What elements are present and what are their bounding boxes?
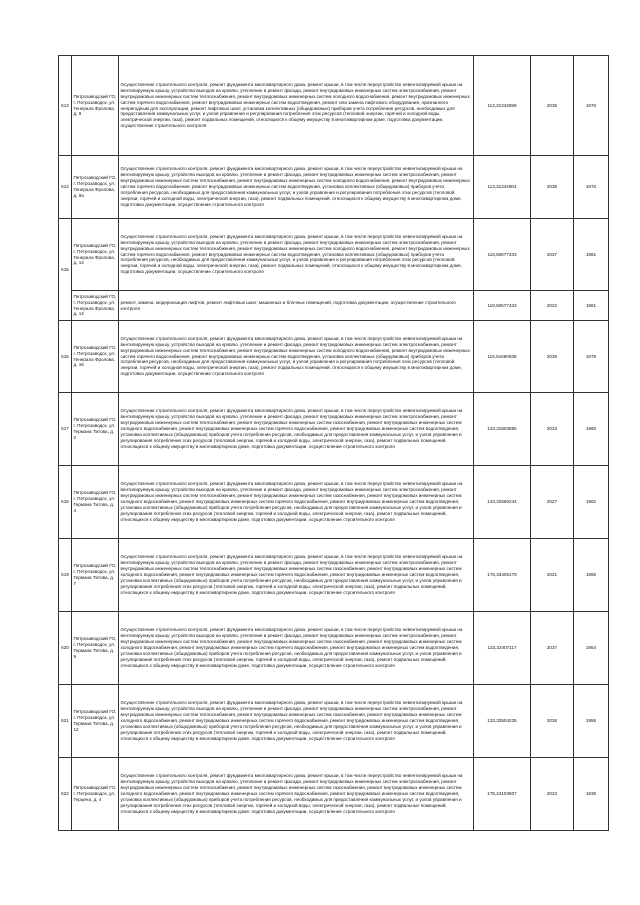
row-cost: 133,33504235 <box>474 685 531 758</box>
row-built-year: 1976 <box>574 56 609 156</box>
row-built-year: 1960 <box>574 393 609 466</box>
row-year: 2021 <box>531 539 574 612</box>
row-built-year: 1954 <box>574 612 609 685</box>
row-number: 621 <box>59 685 72 758</box>
row-built-year: 1981 <box>574 219 609 291</box>
row-number: 619 <box>59 539 72 612</box>
row-cost: 115,51680938 <box>474 321 531 393</box>
row-address: Петрозаводский ГО, г. Петрозаводск, ул. Германа Титова, д. 2 <box>72 393 119 466</box>
row-cost: 133,32560244 <box>474 466 531 539</box>
row-number: 613 <box>59 56 72 156</box>
table-row <box>59 291 609 321</box>
row-works: Осуществление строительного контроля, ремонт фундамента многоквартирного дома, ремонт крыши, в том числе переустройство невентилируемой крыши на вентилируемую крышу, устройство выходов на кровлю, утепление и ремонт фасада, ремонт внутридомовых инженерных систем электроснабжения, ремонт внутридомовых инженерных систем теплоснабжения, ремонт внутридомовых инженерных систем холодного водоснабжения, ремонт внутридомовых инженерных систем горячего водоснабжения, ремонт внутридомовых инженерных систем водоотведения, установка коллективных (общедомовых) приборов учета потребления ресурсов, необходимых для предоставления коммунальных услуг, и узлов управления и регулирования потребления этих ресурсов (тепловой энергии, горячей и холодной воды, электрической энергии, газа), ремонт подвальных помещений, относящихся к общему имуществу в многоквартирном доме, подготовка документации, осуществление строительного контроля <box>119 156 474 219</box>
row-cost: 175,33405179 <box>474 539 531 612</box>
row-works: Осуществление строительного контроля, ремонт фундамента многоквартирного дома, ремонт крыши, в том числе переустройство невентилируемой крыши на вентилируемую крышу, устройство выходов на кровлю, утепление и ремонт фасада, ремонт внутридомовых инженерных систем электроснабжения, ремонт внутридомовых инженерных систем теплоснабжения, ремонт внутридомовых инженерных систем газоснабжения, ремонт внутридомовых инженерных систем холодного водоснабжения, ремонт внутридомовых инженерных систем горячего водоснабжения, ремонт внутридомовых инженерных систем водоотведения, установка коллективных (общедомовых) приборов учета потребления ресурсов, необходимых для предоставления коммунальных услуг, и узлов управления и регулирования потребления этих ресурсов (тепловой энергии, горячей и холодной воды, электрической энергии, газа), ремонт подвальных помещений, относящихся к общему имуществу в многоквартирном доме, подготовка документации, осуществление строительного контроля <box>119 612 474 685</box>
row-built-year: 1962 <box>574 466 609 539</box>
row-number: 620 <box>59 612 72 685</box>
row-cost: 133,31603865 <box>474 393 531 466</box>
capital-repair-table <box>58 55 609 831</box>
row-built-year: 1935 <box>574 758 609 831</box>
row-built-year: 1976 <box>574 156 609 219</box>
row-built-year: 1979 <box>574 321 609 393</box>
row-address: Петрозаводский ГО, г. Петрозаводск, ул. Германа Титова, д. 4 <box>72 466 119 539</box>
row-works: Осуществление строительного контроля, ремонт фундамента многоквартирного дома, ремонт крыши, в том числе переустройство невентилируемой крыши на вентилируемую крышу, устройство выходов на кровлю, утепление и ремонт фасада, ремонт внутридомовых инженерных систем электроснабжения, ремонт внутридомовых инженерных систем теплоснабжения, ремонт внутридомовых инженерных систем холодного водоснабжения, ремонт внутридомовых инженерных систем горячего водоснабжения, ремонт внутридомовых инженерных систем водоотведения, установка коллективных (общедомовых) приборов учета потребления ресурсов, необходимых для предоставления коммунальных услуг, и узлов управления и регулирования потребления этих ресурсов (тепловой энергии, горячей и холодной воды, электрической энергии, газа), ремонт подвальных помещений, относящихся к общему имуществу в многоквартирном доме, подготовка документации, осуществление строительного контроля <box>119 219 474 291</box>
table-row <box>59 612 609 685</box>
row-cost: 118,50677433 <box>474 291 531 321</box>
row-address: Петрозаводский ГО, г. Петрозаводск, ул. Генерала Фролова, д. 14 <box>72 219 119 291</box>
row-cost: 113,31342899 <box>474 56 531 156</box>
row-address: Петрозаводский ГО, г. Петрозаводск, ул. Генерала Фролова, д. 14 <box>72 291 119 321</box>
row-built-year: 1955 <box>574 539 609 612</box>
row-works: Осуществление строительного контроля, ремонт фундамента многоквартирного дома, ремонт крыши, в том числе переустройство невентилируемой крыши на вентилируемую крышу, устройство выходов на кровлю, утепление и ремонт фасада, ремонт внутридомовых инженерных систем электроснабжения, ремонт внутридомовых инженерных систем теплоснабжения, ремонт внутридомовых инженерных систем газоснабжения, ремонт внутридомовых инженерных систем холодного водоснабжения, ремонт внутридомовых инженерных систем горячего водоснабжения, ремонт внутридомовых инженерных систем водоотведения, установка коллективных (общедомовых) приборов учета потребления ресурсов, необходимых для предоставления коммунальных услуг, и узлов управления и регулирования потребления этих ресурсов (тепловой энергии, горячей и холодной воды, электрической энергии, газа), ремонт подвальных помещений, относящихся к общему имуществу в многоквартирном доме, подготовка документации, осуществление строительного контроля <box>119 466 474 539</box>
table-body <box>59 56 609 831</box>
row-address: Петрозаводский ГО, г. Петрозаводск, ул. Герцена, д. 4 <box>72 758 119 831</box>
row-works: ремонт, замена, модернизация лифтов, ремонт лифтовых шахт, машинных и блочных помещений, подготовка документации, осуществление строительного контроля <box>119 291 474 321</box>
row-year: 2035 <box>531 56 574 156</box>
row-number: 618 <box>59 466 72 539</box>
table-row <box>59 758 609 831</box>
row-year: 2027 <box>531 466 574 539</box>
table-row <box>59 393 609 466</box>
row-works: Осуществление строительного контроля, ремонт фундамента многоквартирного дома, ремонт крыши, в том числе переустройство невентилируемой крыши на вентилируемую крышу, устройство выходов на кровлю, утепление и ремонт фасада, ремонт внутридомовых инженерных систем электроснабжения, ремонт внутридомовых инженерных систем теплоснабжения, ремонт внутридомовых инженерных систем газоснабжения, ремонт внутридомовых инженерных систем холодного водоснабжения, ремонт внутридомовых инженерных систем горячего водоснабжения, ремонт внутридомовых инженерных систем водоотведения, установка коллективных (общедомовых) приборов учета потребления ресурсов, необходимых для предоставления коммунальных услуг, и узлов управления и регулирования потребления этих ресурсов (тепловой энергии, горячей и холодной воды, электрической энергии, газа), ремонт подвальных помещений, относящихся к общему имуществу в многоквартирном доме, подготовка документации, осуществление строительного контроля <box>119 685 474 758</box>
row-built-year: 1981 <box>574 291 609 321</box>
table-row <box>59 156 609 219</box>
row-cost: 133,32407117 <box>474 612 531 685</box>
row-works: Осуществление строительного контроля, ремонт фундамента многоквартирного дома, ремонт крыши, в том числе переустройство невентилируемой крыши на вентилируемую крышу, устройство выходов на кровлю, утепление и ремонт фасада, ремонт внутридомовых инженерных систем электроснабжения, ремонт внутридомовых инженерных систем теплоснабжения, ремонт внутридомовых инженерных систем холодного водоснабжения, ремонт внутридомовых инженерных систем горячего водоснабжения, ремонт внутридомовых инженерных систем водоотведения, ремонт или замена лифтового оборудования, признанного непригодным для эксплуатации, ремонт лифтовых шахт, установка коллективных (общедомовых) приборов учета потребления ресурсов, необходимых для предоставления коммунальных услуг, и узлов управления и регулирования потребления этих ресурсов (тепловой энергии, горячей и холодной воды, электрической энергии, газа), ремонт подвальных помещений, относящихся к общему имуществу в многоквартирном доме, подготовка документации, осуществление строительного контроля <box>119 56 474 156</box>
row-works: Осуществление строительного контроля, ремонт фундамента многоквартирного дома, ремонт крыши, в том числе переустройство невентилируемой крыши на вентилируемую крышу, устройство выходов на кровлю, утепление и ремонт фасада, ремонт внутридомовых инженерных систем электроснабжения, ремонт внутридомовых инженерных систем теплоснабжения, ремонт внутридомовых инженерных систем газоснабжения, ремонт внутридомовых инженерных систем холодного водоснабжения, ремонт внутридомовых инженерных систем горячего водоснабжения, ремонт внутридомовых инженерных систем водоотведения, установка коллективных (общедомовых) приборов учета потребления ресурсов, необходимых для предоставления коммунальных услуг, и узлов управления и регулирования потребления этих ресурсов (тепловой энергии, горячей и холодной воды, электрической энергии, газа), ремонт подвальных помещений, относящихся к общему имуществу в многоквартирном доме, подготовка документации, осуществление строительного контроля <box>119 758 474 831</box>
row-number: 616 <box>59 321 72 393</box>
row-cost: 118,50677433 <box>474 219 531 291</box>
table-row <box>59 466 609 539</box>
row-cost: 175,24103907 <box>474 758 531 831</box>
table-row <box>59 685 609 758</box>
row-year: 2036 <box>531 321 574 393</box>
row-cost: 113,31342904 <box>474 156 531 219</box>
row-works: Осуществление строительного контроля, ремонт фундамента многоквартирного дома, ремонт крыши, в том числе переустройство невентилируемой крыши на вентилируемую крышу, устройство выходов на кровлю, утепление и ремонт фасада, ремонт внутридомовых инженерных систем электроснабжения, ремонт внутридомовых инженерных систем теплоснабжения, ремонт внутридомовых инженерных систем холодного водоснабжения, ремонт внутридомовых инженерных систем горячего водоснабжения, ремонт внутридомовых инженерных систем водоотведения, установка коллективных (общедомовых) приборов учета потребления ресурсов, необходимых для предоставления коммунальных услуг, и узлов управления и регулирования потребления этих ресурсов (тепловой энергии, горячей и холодной воды, электрической энергии, газа), ремонт подвальных помещений, относящихся к общему имуществу в многоквартирном доме, подготовка документации, осуществление строительного контроля <box>119 321 474 393</box>
table-row <box>59 321 609 393</box>
row-address: Петрозаводский ГО, г. Петрозаводск, ул. Генерала Фролова, д. 9 <box>72 56 119 156</box>
row-year: 2037 <box>531 612 574 685</box>
row-works: Осуществление строительного контроля, ремонт фундамента многоквартирного дома, ремонт крыши, в том числе переустройство невентилируемой крыши на вентилируемую крышу, устройство выходов на кровлю, утепление и ремонт фасада, ремонт внутридомовых инженерных систем электроснабжения, ремонт внутридомовых инженерных систем теплоснабжения, ремонт внутридомовых инженерных систем газоснабжения, ремонт внутридомовых инженерных систем холодного водоснабжения, ремонт внутридомовых инженерных систем горячего водоснабжения, ремонт внутридомовых инженерных систем водоотведения, установка коллективных (общедомовых) приборов учета потребления ресурсов, необходимых для предоставления коммунальных услуг, и узлов управления и регулирования потребления этих ресурсов (тепловой энергии, горячей и холодной воды, электрической энергии, газа), ремонт подвальных помещений, относящихся к общему имуществу в многоквартирном доме, подготовка документации, осуществление строительного контроля <box>119 393 474 466</box>
row-year: 2035 <box>531 156 574 219</box>
row-address: Петрозаводский ГО, г. Петрозаводск, ул. Германа Титова, д. 12 <box>72 685 119 758</box>
row-number: 622 <box>59 758 72 831</box>
row-year: 2023 <box>531 758 574 831</box>
row-address: Петрозаводский ГО, г. Петрозаводск, ул. Германа Титова, д. 7 <box>72 539 119 612</box>
table-row <box>59 219 609 291</box>
row-built-year: 1956 <box>574 685 609 758</box>
row-address: Петрозаводский ГО, г. Петрозаводск, ул. Генерала Фролова, д. 9а <box>72 156 119 219</box>
row-year: 2022 <box>531 291 574 321</box>
row-address: Петрозаводский ГО, г. Петрозаводск, ул. Германа Титова, д. 9 <box>72 612 119 685</box>
table-row <box>59 539 609 612</box>
row-year: 2037 <box>531 219 574 291</box>
row-year: 2036 <box>531 685 574 758</box>
row-address: Петрозаводский ГО, г. Петрозаводск, ул. Генерала Фролова, д. 16 <box>72 321 119 393</box>
row-number: 615 <box>59 219 72 321</box>
row-number: 617 <box>59 393 72 466</box>
table-row <box>59 56 609 156</box>
row-number: 614 <box>59 156 72 219</box>
row-year: 2033 <box>531 393 574 466</box>
row-works: Осуществление строительного контроля, ремонт фундамента многоквартирного дома, ремонт крыши, в том числе переустройство невентилируемой крыши на вентилируемую крышу, устройство выходов на кровлю, утепление и ремонт фасада, ремонт внутридомовых инженерных систем электроснабжения, ремонт внутридомовых инженерных систем теплоснабжения, ремонт внутридомовых инженерных систем газоснабжения, ремонт внутридомовых инженерных систем холодного водоснабжения, ремонт внутридомовых инженерных систем горячего водоснабжения, ремонт внутридомовых инженерных систем водоотведения, установка коллективных (общедомовых) приборов учета потребления ресурсов, необходимых для предоставления коммунальных услуг, и узлов управления и регулирования потребления этих ресурсов (тепловой энергии, горячей и холодной воды, электрической энергии, газа), ремонт подвальных помещений, относящихся к общему имуществу в многоквартирном доме, подготовка документации, осуществление строительного контроля <box>119 539 474 612</box>
